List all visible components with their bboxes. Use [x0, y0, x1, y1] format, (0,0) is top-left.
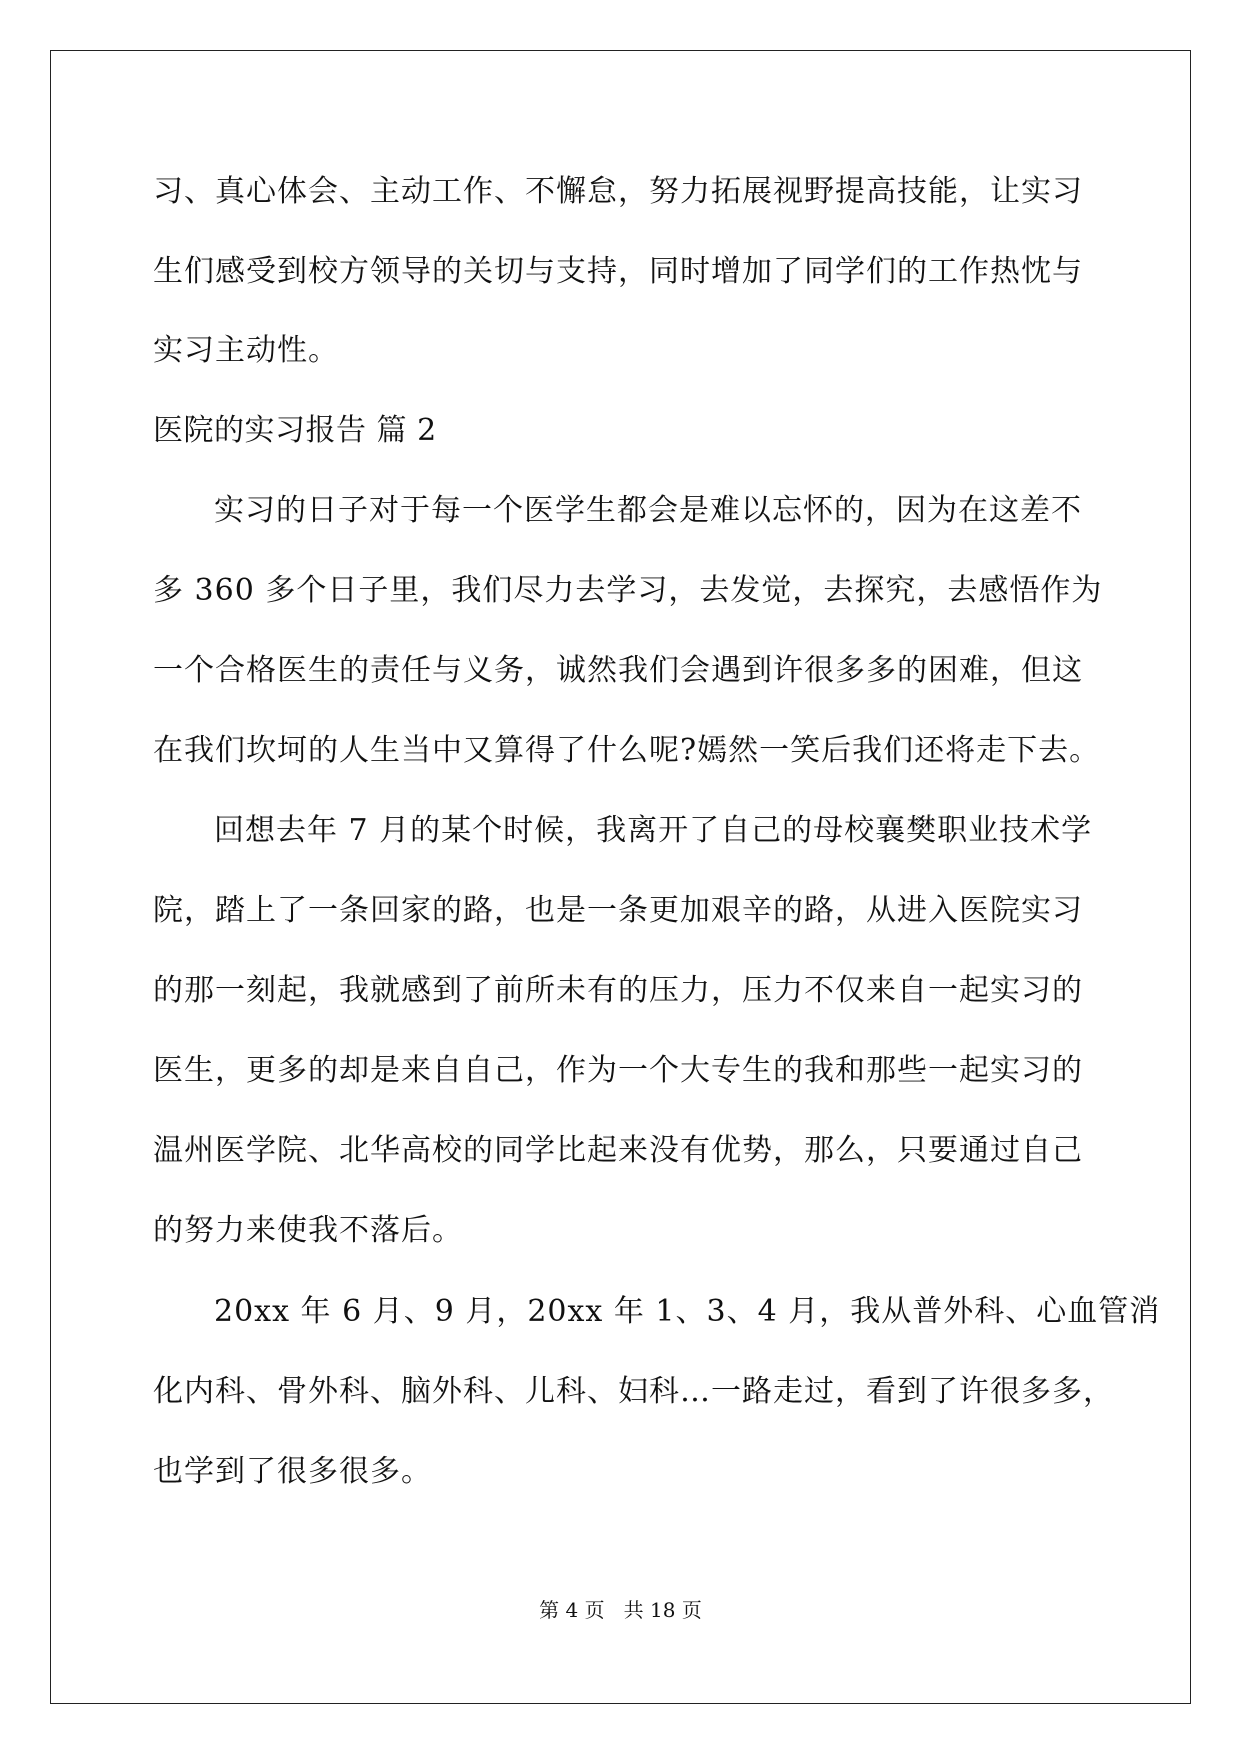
text-line: 生们感受到校方领导的关切与支持，同时增加了同学们的工作热忱与: [153, 254, 1083, 289]
text-line: 院，踏上了一条回家的路，也是一条更加艰辛的路，从进入医院实习: [153, 893, 1083, 928]
text-line: 20xx 年 6 月、9 月，20xx 年 1、3、4 月，我从普外科、心血管消: [214, 1294, 1161, 1329]
text-line: 也学到了很多很多。: [153, 1454, 432, 1489]
text-line: 实习的日子对于每一个医学生都会是难以忘怀的，因为在这差不: [214, 493, 1082, 528]
text-line: 回想去年 7 月的某个时候，我离开了自己的母校襄樊职业技术学: [214, 813, 1093, 848]
text-line: 医生，更多的却是来自自己，作为一个大专生的我和那些一起实习的: [153, 1053, 1083, 1088]
text-line: 多 360 多个日子里，我们尽力去学习，去发觉，去探究，去感悟作为: [153, 573, 1103, 608]
text-line: 习、真心体会、主动工作、不懈怠，努力拓展视野提高技能，让实习: [153, 174, 1083, 209]
text-line: 实习主动性。: [153, 333, 339, 368]
text-line: 的努力来使我不落后。: [153, 1213, 463, 1248]
section-heading: 医院的实习报告 篇 2: [153, 413, 437, 448]
text-line: 的那一刻起，我就感到了前所未有的压力，压力不仅来自一起实习的: [153, 973, 1083, 1008]
text-line: 化内科、骨外科、脑外科、儿科、妇科…一路走过，看到了许很多多，: [153, 1374, 1114, 1409]
text-line: 一个合格医生的责任与义务，诚然我们会遇到许很多多的困难，但这: [153, 653, 1083, 688]
page-number-footer: 第 4 页 共 18 页: [539, 1598, 702, 1622]
text-line: 在我们坎坷的人生当中又算得了什么呢?嫣然一笑后我们还将走下去。: [153, 733, 1101, 768]
text-line: 温州医学院、北华高校的同学比起来没有优势，那么，只要通过自己: [153, 1133, 1083, 1168]
